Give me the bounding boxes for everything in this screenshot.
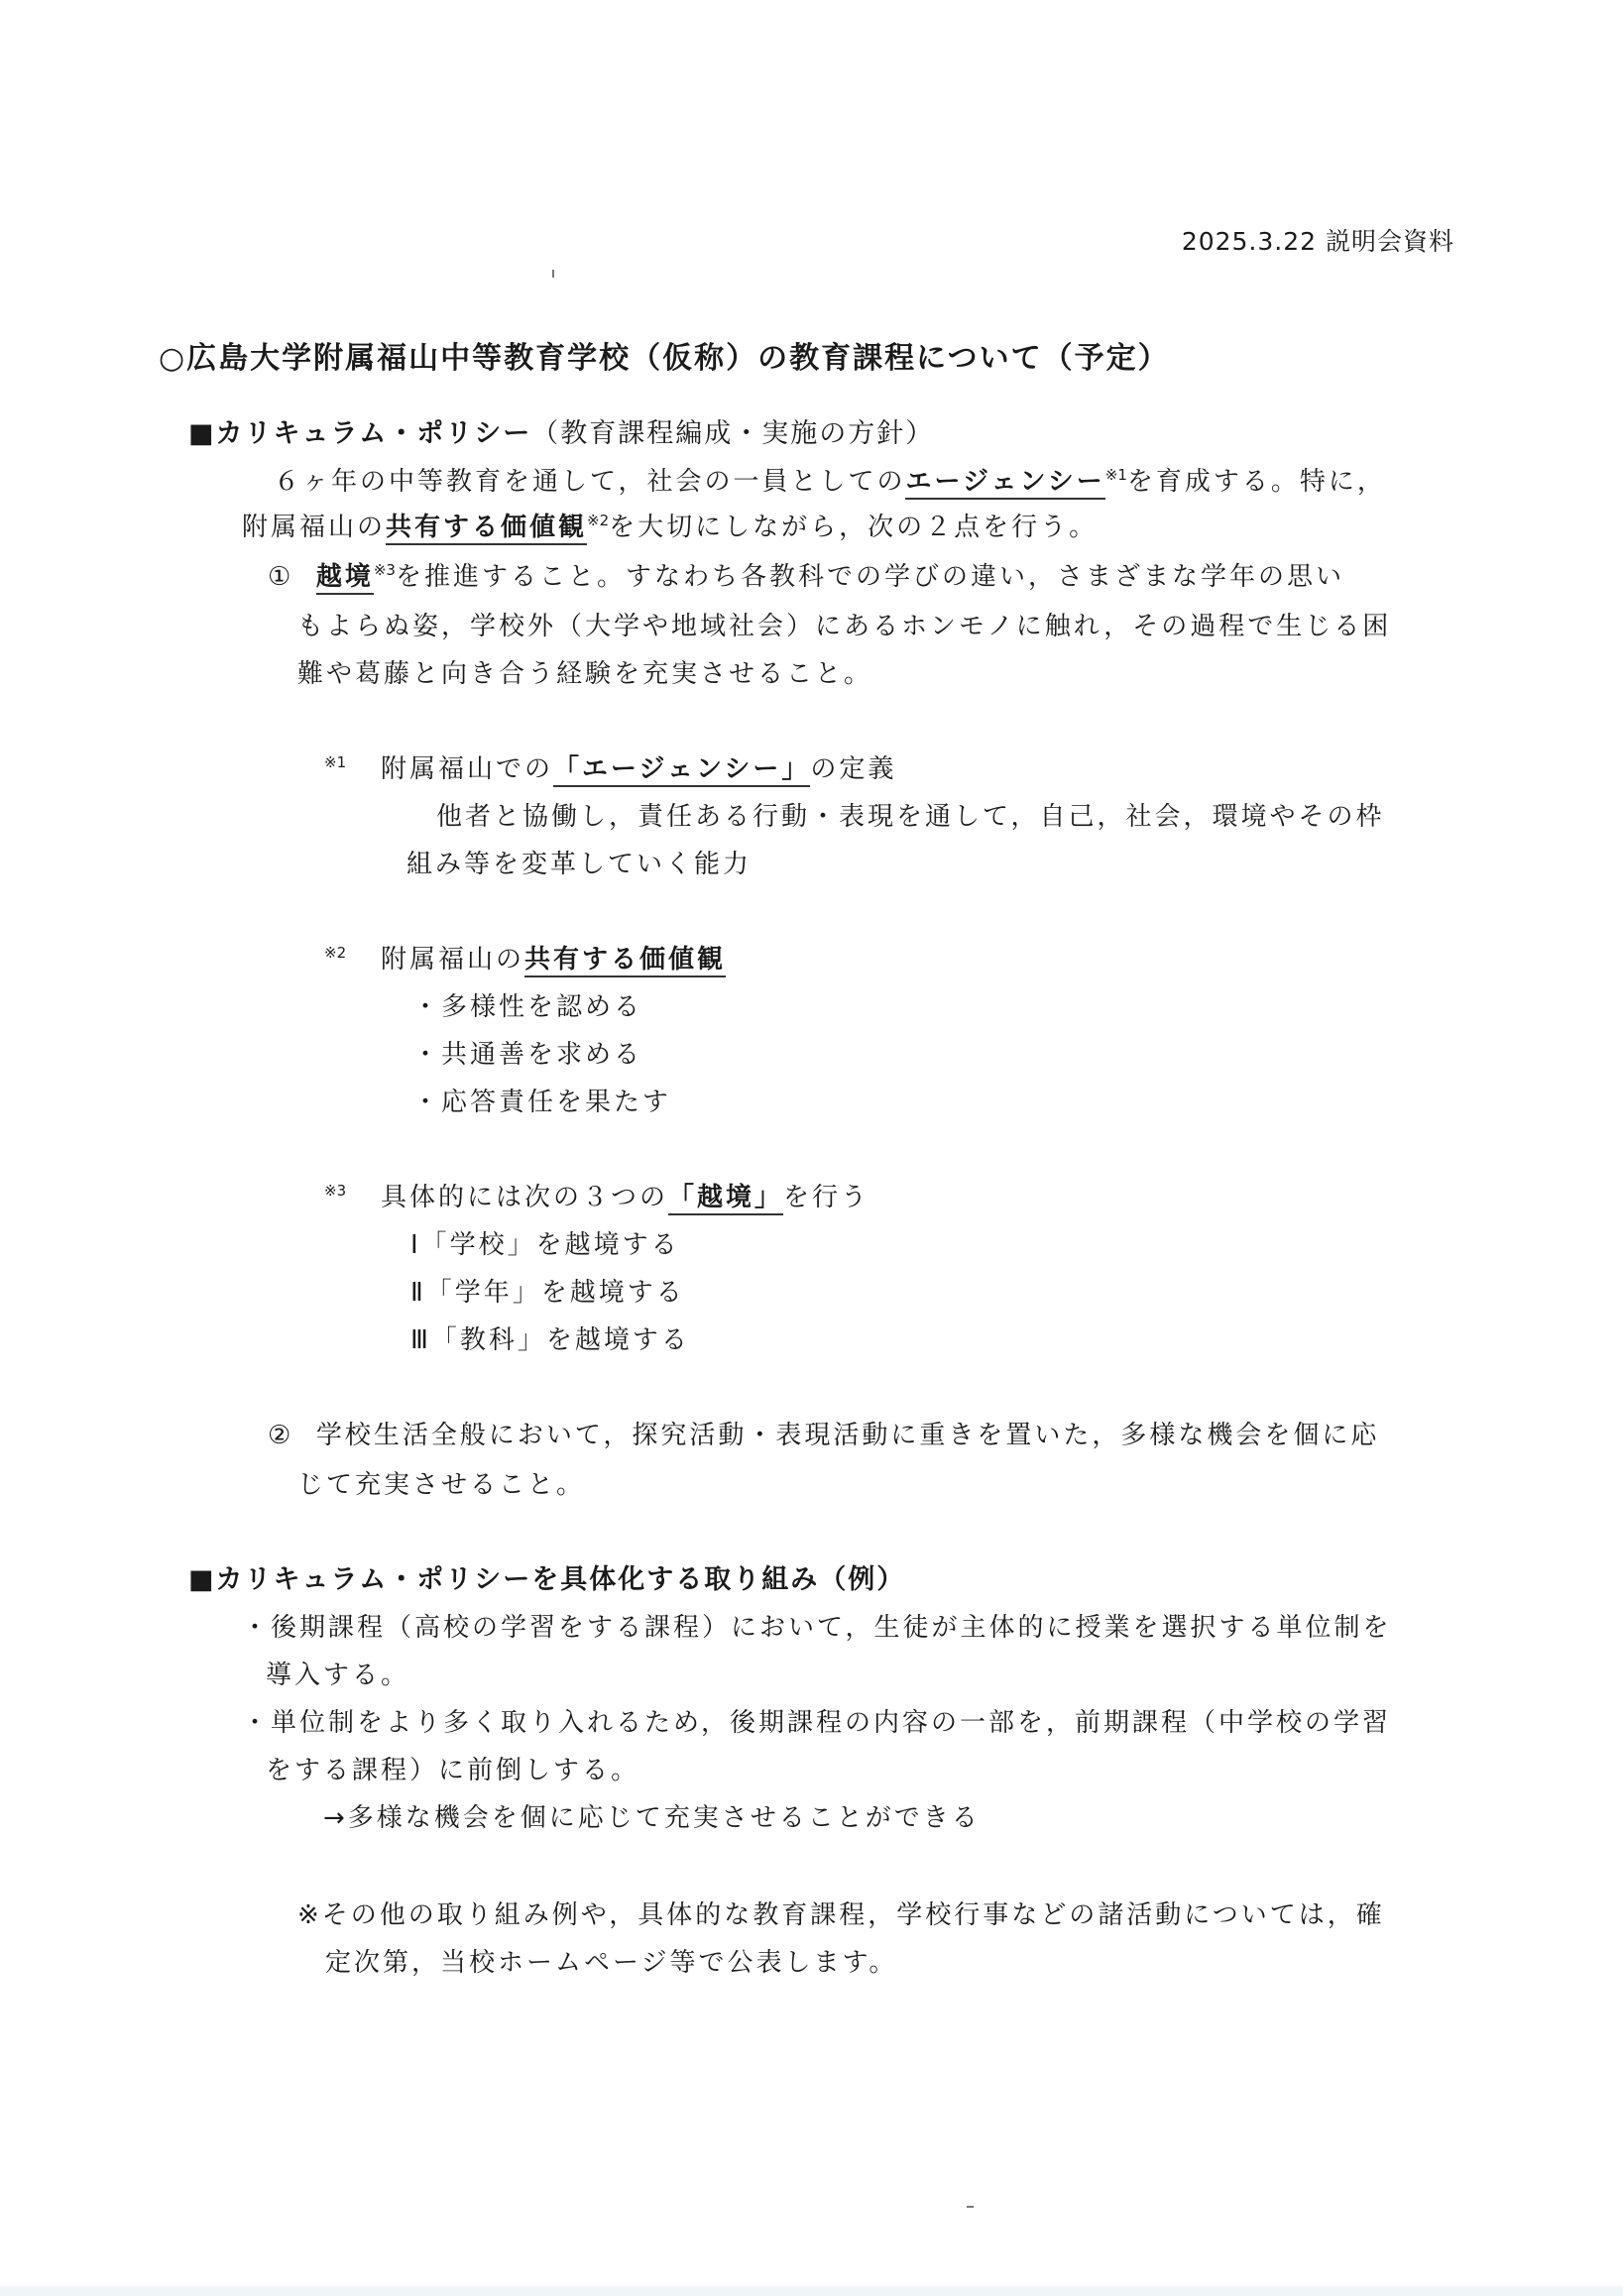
efforts-bullet-2-line-1: ・単位制をより多く取り入れるため，後期課程の内容の一部を，前期課程（中学校の学習 (242, 1708, 1391, 1738)
border-crossing-term: 越境 (316, 562, 374, 595)
note-3-item: Ⅲ「教科」を越境する (410, 1325, 690, 1355)
intro-text: 附属福山の (242, 513, 387, 542)
note-3-item: Ⅱ「学年」を越境する (410, 1278, 685, 1308)
efforts-bullet-1-line-1: ・後期課程（高校の学習をする課程）において，生徒が主体的に授業を選択する単位制を (242, 1613, 1392, 1643)
scan-speck (552, 270, 554, 278)
note-2-term: 共有する価値観 (524, 945, 726, 977)
note-1-title (381, 751, 896, 787)
intro-text: を大切にしながら，次の２点を行う。 (609, 513, 1099, 542)
intro-text: ６ヶ年の中等教育を通して，社会の一員としての (274, 467, 906, 497)
note-text: 具体的には次の３つの (381, 1183, 669, 1212)
note-2-item: ・共通善を求める (412, 1040, 643, 1070)
note-2-item: ・多様性を認める (412, 992, 643, 1022)
note-3-item: Ⅰ「学校」を越境する (410, 1230, 680, 1260)
note-2-title (381, 942, 726, 977)
item-number: ② (268, 1421, 294, 1450)
policy-item-2-line-2: じて充実させること。 (297, 1470, 586, 1500)
note-2-item: ・応答責任を果たす (412, 1088, 672, 1117)
agency-term: エージェンシー (905, 467, 1104, 500)
note-text: の定義 (810, 754, 897, 784)
note-3-title (381, 1180, 869, 1215)
item-text: 学校生活全般において，探究活動・表現活動に重きを置いた，多様な機会を個に応 (315, 1421, 1380, 1450)
efforts-arrow-note: →多様な機会を個に応じて充実させることができる (323, 1803, 981, 1833)
note-ref-1: ※1 (1104, 466, 1127, 484)
note-text: 附属福山の (381, 945, 525, 975)
note-2-mark: ※2 (324, 944, 347, 962)
item-number: ① (268, 562, 294, 592)
item-text: を推進すること。すなわち各教科での学びの違い，さまざまな学年の思い (395, 562, 1344, 592)
footer-note-line-2: 定次第，当校ホームページ等で公表します。 (325, 1948, 898, 1978)
efforts-heading: ■カリキュラム・ポリシーを具体化する取り組み（例） (188, 1564, 906, 1595)
note-1-body-line-2: 組み等を変革していく能力 (406, 850, 753, 879)
policy-item-2-line-1 (268, 1418, 1379, 1453)
page-title: ○広島大学附属福山中等教育学校（仮称）の教育課程について（予定） (159, 341, 1170, 376)
date-label: 2025.3.22 説明会資料 (1181, 227, 1454, 256)
efforts-bullet-2-line-2: をする課程）に前倒しする。 (266, 1756, 640, 1785)
note-ref-2: ※2 (587, 512, 610, 529)
scan-edge (0, 2286, 1623, 2296)
policy-heading (188, 416, 934, 452)
note-text: を行う (783, 1183, 870, 1212)
intro-text: を育成する。特に， (1126, 467, 1386, 497)
policy-item-1-line-1 (268, 559, 1344, 595)
policy-item-1-line-3: 難や葛藤と向き合う経験を充実させること。 (297, 659, 873, 689)
scan-speck (967, 2206, 974, 2208)
note-3-mark: ※3 (324, 1182, 347, 1200)
policy-intro-line-2 (242, 510, 1098, 545)
note-ref-3: ※3 (373, 561, 396, 579)
policy-heading-label: ■カリキュラム・ポリシー (188, 418, 532, 449)
policy-intro-line-1 (274, 464, 1386, 500)
note-3-term: 「越境」 (668, 1183, 783, 1215)
note-text: 附属福山での (381, 754, 554, 784)
efforts-bullet-1-line-2: 導入する。 (266, 1661, 410, 1690)
policy-item-1-line-2: もよらぬ姿，学校外（大学や地域社会）にあるホンモノに触れ，その過程で生じる困 (297, 612, 1392, 641)
note-1-body-line-1: 他者と協働し，責任ある行動・表現を通して，自己，社会，環境やその枠 (436, 802, 1385, 832)
policy-heading-sub: （教育課程編成・実施の方針） (531, 418, 935, 449)
shared-values-term: 共有する価値観 (386, 513, 587, 545)
note-1-term: 「エージェンシー」 (553, 754, 810, 787)
note-1-mark: ※1 (324, 753, 347, 771)
footer-note-line-1: ※その他の取り組み例や，具体的な教育課程，学校行事などの諸活動については，確 (297, 1900, 1385, 1930)
